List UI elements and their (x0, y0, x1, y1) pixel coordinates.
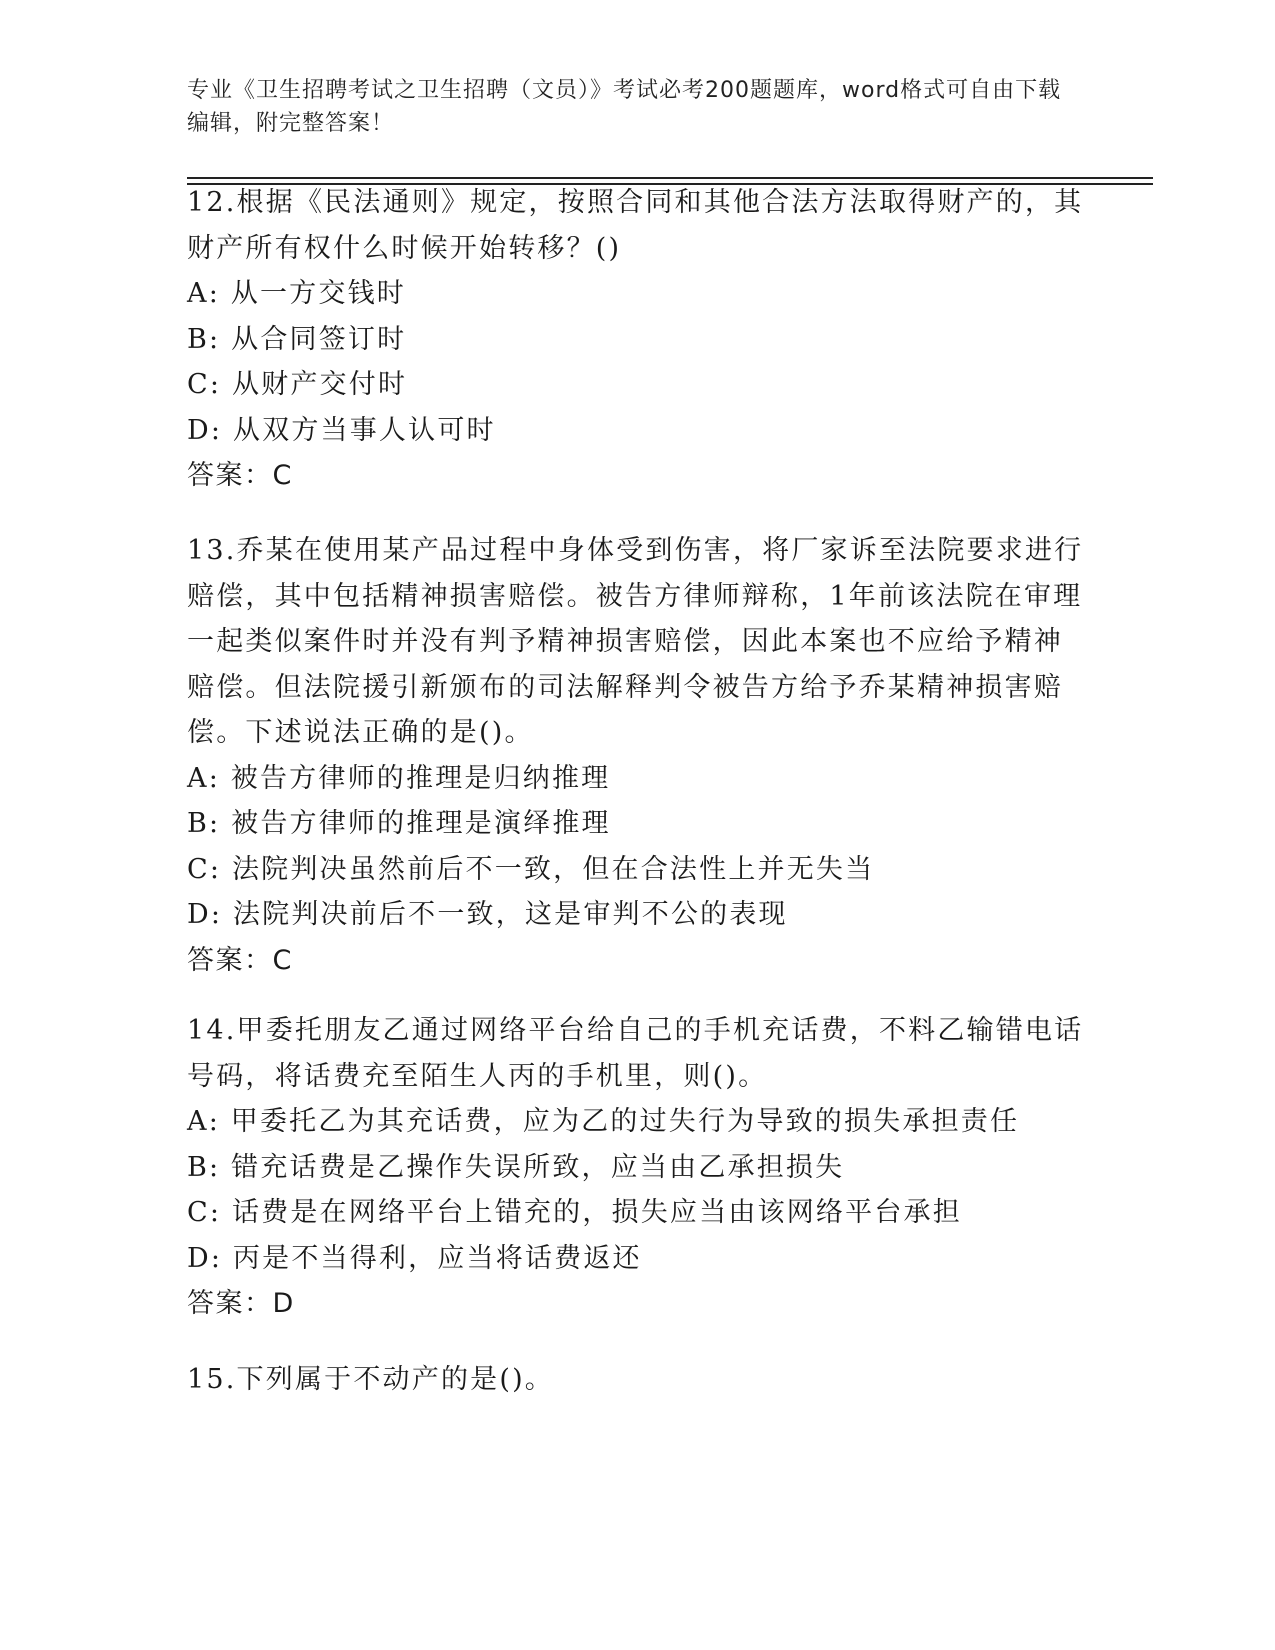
question-14 (187, 1008, 1087, 1327)
question-13 (187, 528, 1087, 983)
question-12 (187, 180, 1087, 499)
option-c: C: 话费是在网络平台上错充的，损失应当由该网络平台承担 (187, 1197, 962, 1228)
option-d: D: 法院判决前后不一致，这是审判不公的表现 (187, 899, 788, 930)
header-note: 专业《卫生招聘考试之卫生招聘（文员）》考试必考200题题库，word格式可自由下载编辑，附完整答案！ (187, 78, 1062, 136)
option-a: A: 被告方律师的推理是归纳推理 (187, 762, 611, 794)
question-15 (187, 1357, 1087, 1403)
question-text: 13.乔某在使用某产品过程中身体受到伤害，将厂家诉至法院要求进行赔偿，其中包括精神损害赔偿。被告方律师辩称，1年前该法院在审理一起类似案件时并没有判予精神损害赔偿，因此本案也不应给予精神赔偿。但法院援引新颁布的司法解释判令被告方给予乔某精神损害赔偿。下述说法正确的是()。 (187, 535, 1084, 748)
option-d: D: 丙是不当得利，应当将话费返还 (187, 1242, 642, 1274)
option-a: A: 甲委托乙为其充话费，应为乙的过失行为导致的损失承担责任 (187, 1106, 1020, 1137)
option-d: D: 从双方当事人认可时 (187, 414, 496, 446)
question-text: 15.下列属于不动产的是()。 (187, 1364, 555, 1395)
option-b: B: 被告方律师的推理是演绎推理 (187, 808, 611, 839)
option-b: B: 错充话费是乙操作失误所致，应当由乙承担损失 (187, 1151, 845, 1183)
answer: 答案：C (187, 944, 293, 976)
answer: 答案：C (187, 460, 293, 491)
question-text: 12.根据《民法通则》规定，按照合同和其他合法方法取得财产的，其财产所有权什么时候开始转移？() (187, 187, 1084, 264)
option-c: C: 法院判决虽然前后不一致，但在合法性上并无失当 (187, 853, 875, 885)
question-text: 14.甲委托朋友乙通过网络平台给自己的手机充话费，不料乙输错电话号码，将话费充至陌生人丙的手机里，则()。 (187, 1015, 1084, 1092)
header-divider-top (187, 177, 1153, 179)
answer: 答案：D (187, 1288, 295, 1319)
option-a: A: 从一方交钱时 (187, 278, 406, 309)
option-c: C: 从财产交付时 (187, 369, 408, 400)
option-b: B: 从合同签订时 (187, 323, 407, 355)
